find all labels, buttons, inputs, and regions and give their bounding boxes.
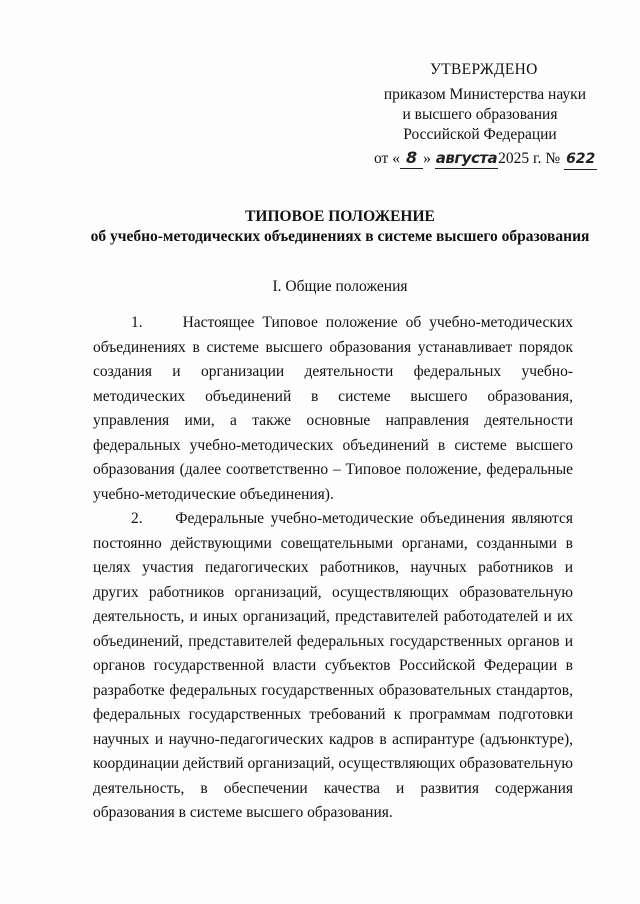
approval-heading: УТВЕРЖДЕНО <box>430 61 538 78</box>
paragraph-text: Настоящее Типовое положение об учебно-методических объединениях в системе высшего образования устанавливает порядок создания и организации деятельности федеральных учебно-методических объединений в системе высшего образования, управления ими, а также основные направления деятельности федеральных учебно-методических объединений в системе высшего образования (далее соответственно – Типовое положение, федеральные учебно-методические объединения). <box>93 314 573 503</box>
approval-block <box>360 60 600 170</box>
date-year: 2025 г. № <box>498 150 561 167</box>
handwritten-month: августа <box>435 149 498 167</box>
section-heading: I. Общие положения <box>272 278 408 295</box>
approval-line-ministry: приказом Министерства науки <box>383 86 586 103</box>
approval-line-education: и высшего образования <box>402 106 558 123</box>
handwritten-order-number: 622 <box>564 149 597 170</box>
document-subtitle: об учебно-методических объединениях в системе высшего образования <box>90 228 590 245</box>
paragraph-2 <box>93 507 573 826</box>
document-title: ТИПОВОЕ ПОЛОЖЕНИЕ <box>245 208 435 225</box>
date-mid: » <box>423 150 431 167</box>
paragraph-number: 1. <box>131 314 143 331</box>
paragraph-number: 2. <box>131 510 143 527</box>
approval-line-federation: Российской Федерации <box>403 126 557 143</box>
paragraph-text: Федеральные учебно-методические объединения являются постоянно действующими совещательными органами, созданными в целях участия педагогических работников, научных работников и других работников организаций, осуществляющих образовательную деятельность, и иных организаций, представителей работодателей и их объединений, представителей федеральных государственных органов и органов государственной власти субъектов Российской Федерации в разработке федеральных государственных образовательных стандартов, федеральных государственных требований к программам подготовки научных и научно-педагогических кадров в аспирантуре (адъюнктуре), координации действий организаций, осуществляющих образовательную деятельность, в обеспечении качества и развития содержания образования в системе высшего образования. <box>93 510 573 821</box>
handwritten-day: 8 <box>400 148 423 169</box>
approval-date-line <box>360 148 600 170</box>
paragraph-1 <box>93 311 573 507</box>
document-body <box>93 311 573 826</box>
date-prefix: от « <box>374 150 400 167</box>
